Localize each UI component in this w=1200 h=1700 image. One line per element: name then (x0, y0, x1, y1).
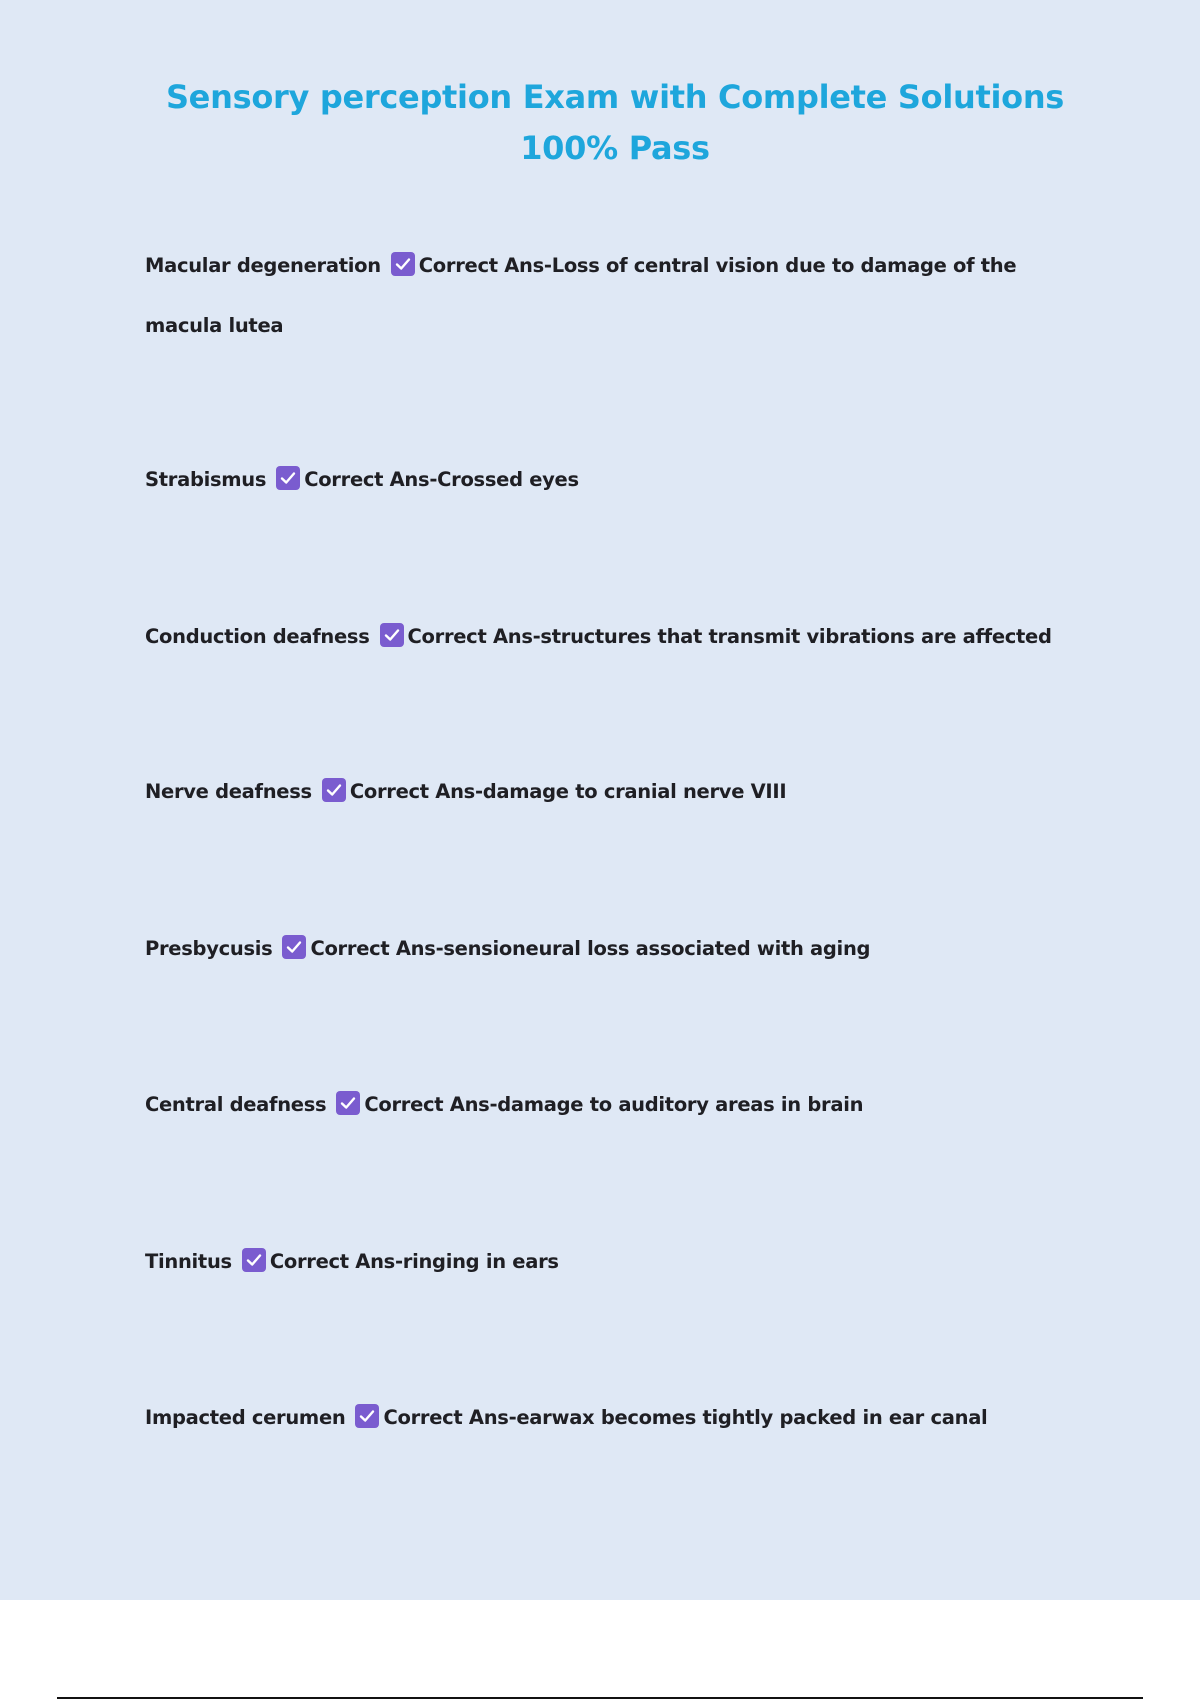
qa-term: Presbycusis (145, 937, 273, 960)
qa-item-tinnitus (145, 1232, 1065, 1292)
qa-answer: Correct Ans-ringing in ears (269, 1250, 559, 1273)
qa-answer: Correct Ans-Loss of central vision due to damage of the macula lutea (145, 254, 1017, 337)
checkbox-checked-icon (355, 1404, 379, 1428)
qa-item-presbycusis (145, 919, 1065, 979)
qa-term: Macular degeneration (145, 254, 381, 277)
qa-item-nerve-deafness (145, 762, 1065, 822)
qa-answer: Correct Ans-sensioneural loss associated with aging (310, 937, 871, 960)
checkbox-checked-icon (336, 1091, 360, 1115)
qa-item-strabismus (145, 450, 1065, 510)
qa-term: Conduction deafness (145, 625, 370, 648)
checkbox-checked-icon (380, 623, 404, 647)
qa-term: Tinnitus (145, 1250, 232, 1273)
qa-term: Nerve deafness (145, 780, 312, 803)
qa-term: Strabismus (145, 468, 267, 491)
qa-answer: Correct Ans-Crossed eyes (304, 468, 579, 491)
checkbox-checked-icon (276, 466, 300, 490)
qa-answer: Correct Ans-damage to auditory areas in brain (364, 1093, 864, 1116)
qa-answer: Correct Ans-damage to cranial nerve VIII (349, 780, 787, 803)
qa-term: Central deafness (145, 1093, 327, 1116)
checkbox-checked-icon (322, 778, 346, 802)
qa-item-conduction-deafness (145, 607, 1065, 667)
qa-answer: Correct Ans-earwax becomes tightly packed in ear canal (383, 1406, 988, 1429)
checkbox-checked-icon (242, 1248, 266, 1272)
footer-divider (57, 1697, 1143, 1699)
qa-item-central-deafness (145, 1075, 1065, 1135)
qa-term: Impacted cerumen (145, 1406, 346, 1429)
document-title: Sensory perception Exam with Complete Solutions 100% Pass (165, 78, 1065, 167)
qa-answer: Correct Ans-structures that transmit vibrations are affected (407, 625, 1052, 648)
checkbox-checked-icon (282, 935, 306, 959)
qa-item-macular-degeneration (145, 236, 1065, 356)
checkbox-checked-icon (391, 252, 415, 276)
qa-item-impacted-cerumen (145, 1388, 1065, 1448)
